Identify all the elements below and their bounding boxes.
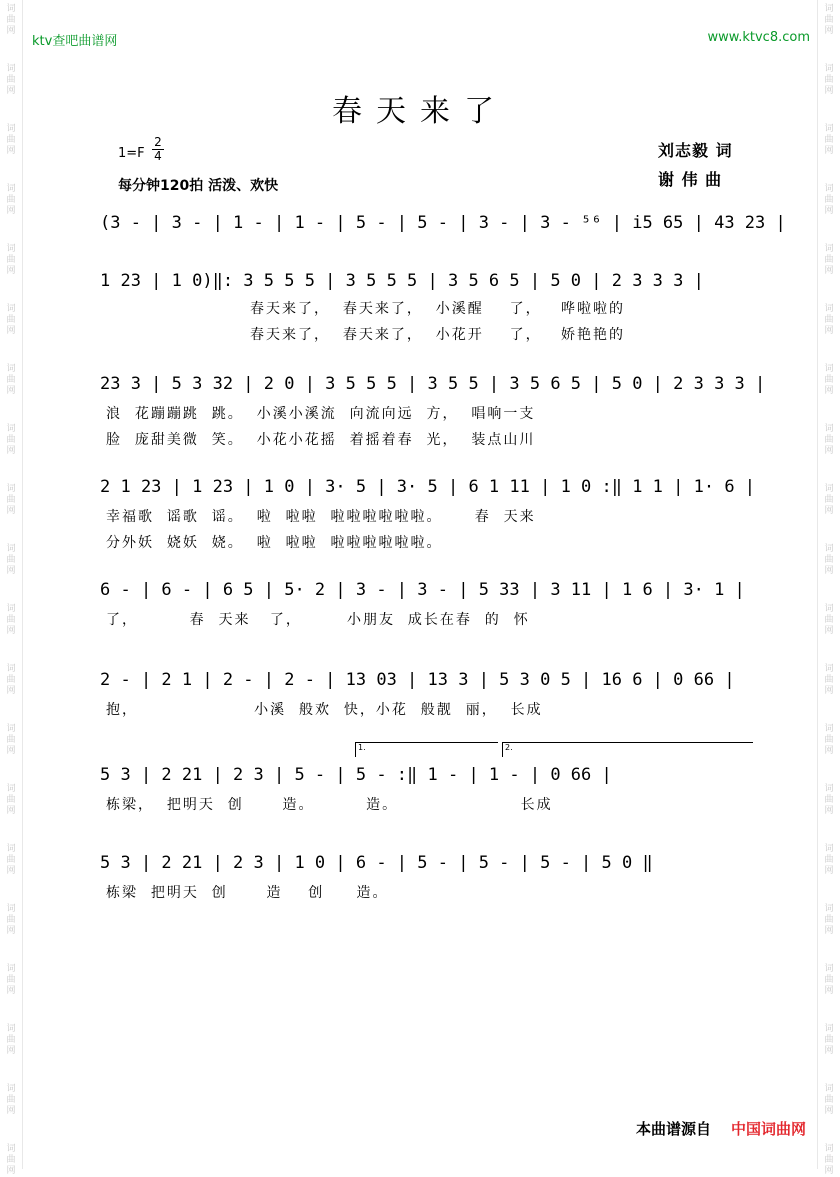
watermark-stamp: 词 曲 网 — [6, 424, 16, 456]
composer-credit: 谢 伟 曲 — [658, 170, 723, 189]
notation-line: 2 - | 2 1 | 2 - | 2 - | 13 03 | 13 3 | 5 3 0 5 | 16 6 | 0 66 | — [100, 670, 735, 690]
watermark-stamp: 词 曲 网 — [824, 844, 834, 876]
watermark-stamp: 词 曲 网 — [6, 844, 16, 876]
watermark-stamp: 词 曲 网 — [6, 244, 16, 276]
watermark-stamp: 词 曲 网 — [6, 184, 16, 216]
time-signature-top: 2 — [152, 136, 164, 150]
watermark-stamp: 词 曲 网 — [824, 904, 834, 936]
watermark-stamp: 词 曲 网 — [824, 664, 834, 696]
source-label: 本曲谱源自 — [635, 1120, 711, 1138]
watermark-stamp: 词 曲 网 — [6, 64, 16, 96]
watermark-stamp: 词 曲 网 — [824, 544, 834, 576]
score-system-7 — [100, 743, 755, 813]
watermark-stamp: 词 曲 网 — [824, 424, 834, 456]
watermark-stamp: 词 曲 网 — [824, 1084, 834, 1116]
watermark-stamp: 词 曲 网 — [6, 1144, 16, 1176]
notation-line: 1 23 | 1 0)‖: 3 5 5 5 | 3 5 5 5 | 3 5 6 5 | 5 0 | 2 3 3 3 | — [100, 271, 704, 291]
lyricist-credit: 刘志毅 词 — [658, 141, 733, 160]
score-system-8 — [100, 848, 755, 901]
watermark-stamp: 词 曲 网 — [824, 724, 834, 756]
site-name-left[interactable]: ktv查吧曲谱网 — [32, 34, 118, 49]
lyrics-verse-1: 抱， 小溪 般欢 快，小花 般靓 丽， 长成 — [106, 702, 543, 718]
lyrics-verse-2: 春天来了， 春天来了， 小花开 了， 娇艳艳的 — [250, 327, 625, 343]
watermark-stamp: 词 曲 网 — [824, 244, 834, 276]
song-title: 春天来了 — [332, 94, 508, 129]
source-site-link[interactable]: 中国词曲网 — [730, 1120, 806, 1138]
lyrics-verse-2: 分外妖 娆妖 娆。 啦 啦啦 啦啦啦啦啦啦。 — [106, 535, 443, 551]
score-system-2 — [100, 266, 755, 343]
site-url-right[interactable]: www.ktvc8.com — [707, 30, 810, 45]
watermark-stamp: 词 曲 网 — [824, 484, 834, 516]
lyrics-verse-1: 栋梁， 把明天 创 造。 造。 长成 — [106, 797, 553, 813]
score-system-1 — [100, 208, 786, 238]
watermark-stamp: 词 曲 网 — [6, 964, 16, 996]
lyrics-verse-2: 脸 庞甜美微 笑。 小花小花摇 着摇着春 光， 装点山川 — [106, 432, 536, 448]
time-signature-bottom: 4 — [154, 149, 162, 163]
watermark-stamp: 词 曲 网 — [6, 1084, 16, 1116]
watermark-stamp: 词 曲 网 — [824, 1144, 834, 1176]
key-signature: 1=F — [118, 146, 145, 161]
watermark-stamp: 词 曲 网 — [824, 124, 834, 156]
watermark-stamp: 词 曲 网 — [6, 124, 16, 156]
watermark-stamp: 词 曲 网 — [6, 1024, 16, 1056]
source-credit — [636, 1118, 806, 1139]
score-system-3 — [100, 369, 766, 448]
watermark-stamp: 词 曲 网 — [6, 724, 16, 756]
lyrics-verse-1: 了， 春 天来 了， 小朋友 成长在春 的 怀 — [106, 612, 530, 628]
volta-second-ending: 2. — [502, 742, 753, 757]
watermark-stamp: 词 曲 网 — [6, 544, 16, 576]
watermark-stamp: 词 曲 网 — [824, 1024, 834, 1056]
notation-line: 5 3 | 2 21 | 2 3 | 1 0 | 6 - | 5 - | 5 - | 5 - | 5 0 ‖ — [100, 853, 653, 873]
notation-line: 6 - | 6 - | 6 5 | 5· 2 | 3 - | 3 - | 5 33 | 3 11 | 1 6 | 3· 1 | — [100, 580, 745, 600]
lyrics-verse-1: 幸福歌 谣歌 谣。 啦 啦啦 啦啦啦啦啦啦。 春 天来 — [106, 509, 536, 525]
watermark-stamp: 词 曲 网 — [824, 184, 834, 216]
notation-line: 23 3 | 5 3 32 | 2 0 | 3 5 5 5 | 3 5 5 | 3 5 6 5 | 5 0 | 2 3 3 3 | — [100, 374, 766, 394]
watermark-stamp: 词 曲 网 — [824, 304, 834, 336]
watermark-stamp: 词 曲 网 — [824, 784, 834, 816]
notation-line: 5 3 | 2 21 | 2 3 | 5 - | 5 - :‖ 1 - | 1 - | 0 66 | — [100, 765, 612, 785]
watermark-stamp: 词 曲 网 — [6, 604, 16, 636]
tempo-marking: 每分钟120拍 活泼、欢快 — [118, 178, 279, 194]
watermark-stamp: 词 曲 网 — [6, 664, 16, 696]
lyrics-verse-1: 春天来了， 春天来了， 小溪醒 了， 哗啦啦的 — [250, 301, 625, 317]
watermark-stamp: 词 曲 网 — [6, 364, 16, 396]
lyrics-verse-1: 浪 花蹦蹦跳 跳。 小溪小溪流 向流向远 方， 唱响一支 — [106, 406, 536, 422]
left-watermark-strip — [0, 0, 23, 1176]
score-system-6 — [100, 665, 755, 718]
watermark-stamp: 词 曲 网 — [6, 484, 16, 516]
watermark-stamp: 词 曲 网 — [824, 604, 834, 636]
watermark-stamp: 词 曲 网 — [824, 364, 834, 396]
watermark-stamp: 词 曲 网 — [6, 784, 16, 816]
lyrics-verse-1: 栋梁 把明天 创 造 创 造。 — [106, 885, 389, 901]
score-system-5 — [100, 575, 755, 628]
volta-first-ending: 1. — [355, 742, 498, 757]
watermark-stamp: 词 曲 网 — [6, 4, 16, 36]
watermark-stamp: 词 曲 网 — [6, 904, 16, 936]
notation-line: (3 - | 3 - | 1 - | 1 - | 5 - | 5 - | 3 - | 3 - ⁵⁶ | i5 65 | 43 23 | — [100, 213, 786, 233]
watermark-stamp: 词 曲 网 — [824, 4, 834, 36]
right-watermark-strip — [817, 0, 840, 1176]
watermark-stamp: 词 曲 网 — [824, 64, 834, 96]
watermark-stamp: 词 曲 网 — [824, 964, 834, 996]
time-signature — [152, 136, 164, 163]
watermark-stamp: 词 曲 网 — [6, 304, 16, 336]
notation-line: 2 1 23 | 1 23 | 1 0 | 3· 5 | 3· 5 | 6 1 11 | 1 0 :‖ 1 1 | 1· 6 | — [100, 477, 756, 497]
score-system-4 — [100, 472, 756, 551]
